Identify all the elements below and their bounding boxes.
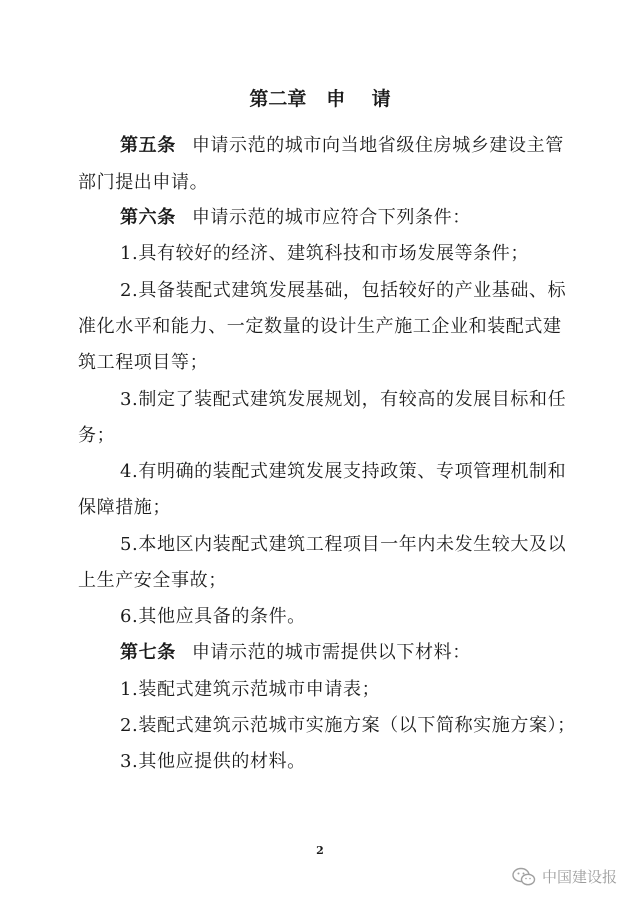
list-item: 4.有明确的装配式建筑发展支持政策、专项管理机制和: [120, 461, 567, 482]
watermark-text: 中国建设报: [542, 868, 618, 886]
list-item: 1.装配式建筑示范城市申请表；: [120, 679, 381, 700]
list-item: 2.具备装配式建筑发展基础，包括较好的产业基础、标: [120, 280, 567, 301]
list-item-continuation: 保障措施；: [78, 497, 171, 518]
list-item: 3.其他应提供的材料。: [120, 751, 306, 772]
article-label: 第六条: [120, 207, 176, 228]
list-item-continuation: 上生产安全事故；: [78, 570, 227, 591]
list-item: 2.装配式建筑示范城市实施方案（以下简称实施方案）；: [120, 715, 576, 736]
page-number: 2: [316, 844, 324, 857]
article-5: [120, 135, 564, 157]
list-item: 3.制定了装配式建筑发展规划，有较高的发展目标和任: [120, 389, 567, 410]
list-item-continuation: 准化水平和能力、一定数量的设计生产施工企业和装配式建: [78, 316, 562, 337]
watermark: [512, 866, 617, 887]
article-text: 申请示范的城市向当地省级住房城乡建设主管: [191, 135, 564, 156]
list-item: 5.本地区内装配式建筑工程项目一年内未发生较大及以: [120, 534, 567, 555]
list-item: 1.具有较好的经济、建筑科技和市场发展等条件；: [120, 243, 529, 264]
article-text: 申请示范的城市需提供以下材料：: [191, 642, 471, 663]
article-text: 申请示范的城市应符合下列条件：: [191, 207, 471, 228]
article-label: 第五条: [120, 135, 176, 156]
chapter-title: 第二章 申 请: [249, 88, 391, 110]
article-6: [120, 207, 471, 229]
article-7: [120, 642, 471, 664]
article-text-continuation: 部门提出申请。: [78, 172, 209, 193]
list-item-continuation: 筑工程项目等；: [78, 352, 209, 373]
list-item: 6.其他应具备的条件。: [120, 606, 306, 627]
list-item-continuation: 务；: [78, 425, 116, 446]
article-label: 第七条: [120, 642, 176, 663]
wechat-icon: [512, 867, 536, 887]
